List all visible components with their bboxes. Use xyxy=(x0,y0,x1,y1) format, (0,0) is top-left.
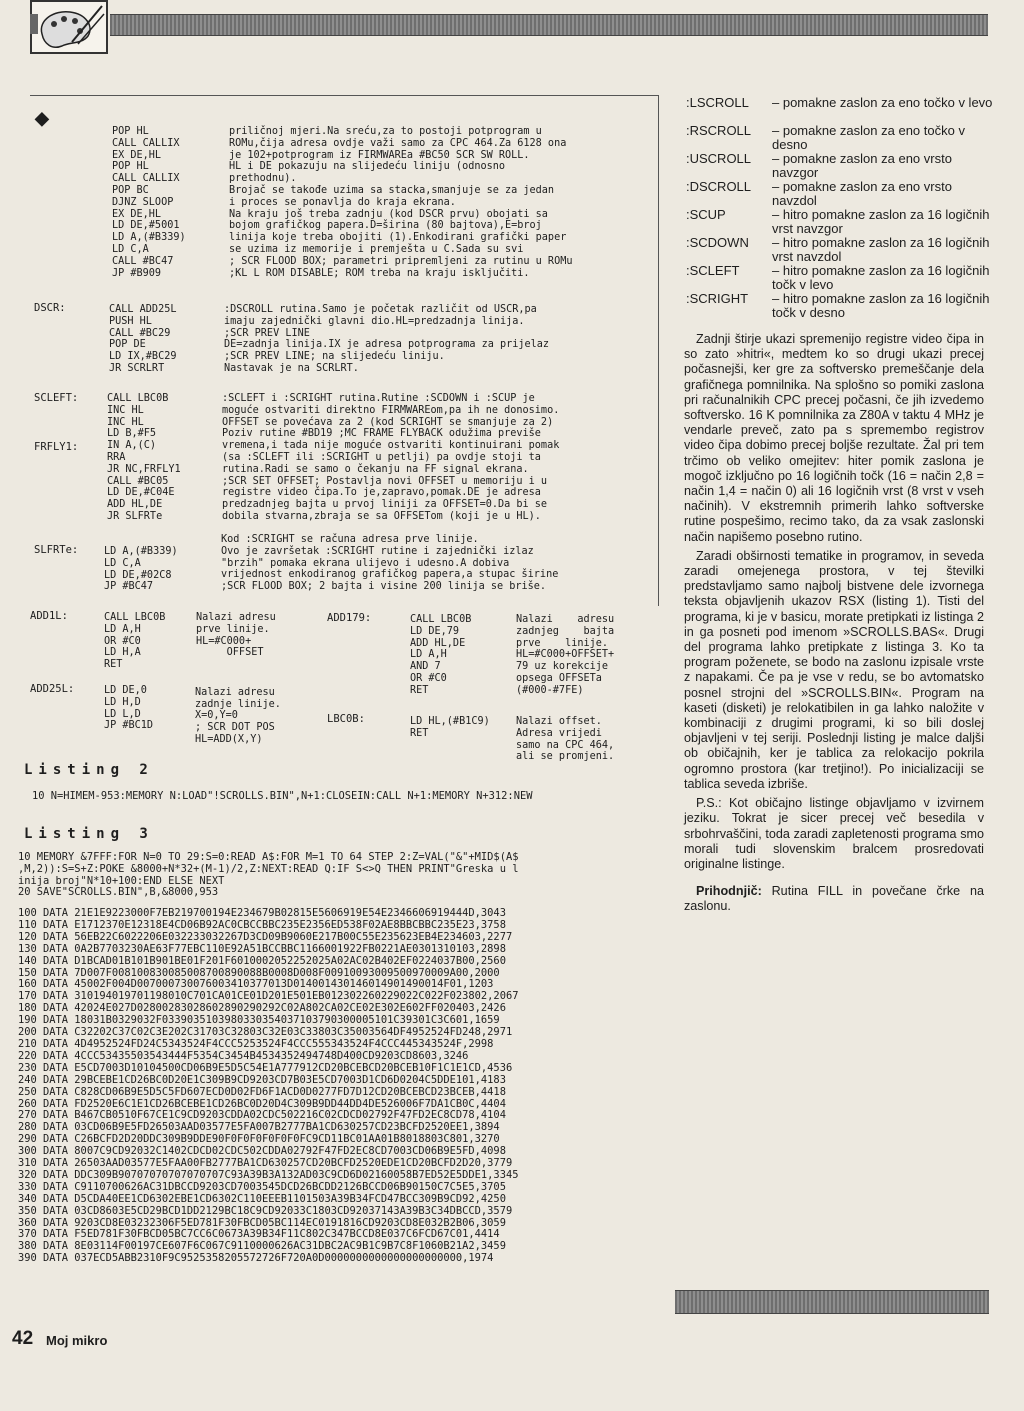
data-line: 100 DATA 21E1E9223000F7EB219700194E234679B02815E5606919E54E2346606919444D,3043 xyxy=(18,907,506,919)
comment-line: prve linije. xyxy=(516,637,609,649)
code-line: CALL #BC05 xyxy=(107,475,169,487)
label-dscr: DSCR: xyxy=(34,302,66,314)
code-line: LD DE,#5001 xyxy=(112,220,180,232)
article-paragraph: P.S.: Kot običajno listinge objavljamo v izvirnem jeziku. Tokrat je sicer precej več besedila v srbohrvaščini, toda zaradi zapletenosti programa smo morali tudi slovenskim bralcem prosredovati originalne listinge. xyxy=(684,796,984,871)
next-issue-label: Prihodnjič: xyxy=(696,884,762,899)
data-line: 180 DATA 42024E027D02800283028602890290292C02A802CA02CE02E302E602FF020403,2426 xyxy=(18,1002,506,1015)
palette-icon xyxy=(32,2,106,52)
comment-line: OFFSET se povećava za 2 (kod SCRIGHT se smanjuje za 2) xyxy=(222,416,554,428)
magazine-name: Moj mikro xyxy=(46,1333,108,1348)
comment-line: :DSCROLL rutina.Samo je početak različit od USCR,pa xyxy=(224,304,537,315)
code-line: LD DE,0 xyxy=(104,685,147,696)
page-number: 42 xyxy=(12,1328,34,1349)
comment-line: bojom grafičkog papera.D=širina (80 bajtova),E=broj xyxy=(229,220,542,232)
listing1-add25l-code xyxy=(104,685,153,732)
code-line: INC HL xyxy=(107,404,144,416)
code-line: JP #B909 xyxy=(112,267,162,279)
rsx-description: – hitro pomakne zaslon za 16 logičnih točk v levo xyxy=(772,263,990,292)
basic-line: 20 SAVE"SCROLLS.BIN",B,&8000,953 xyxy=(18,886,219,899)
code-line: AND 7 xyxy=(410,661,441,673)
listing2-heading: Listing 2 xyxy=(24,762,154,778)
comment-line: (#000-#7FE) xyxy=(516,684,584,696)
comment-line: :SCLEFT i :SCRIGHT rutina.Rutine :SCDOWN i :SCUP je xyxy=(222,393,535,404)
comment-line: Poziv rutine #BD19 ;MC FRAME FLYBACK odužima previše xyxy=(222,428,541,440)
listing1-slfrte-comment xyxy=(221,534,558,593)
comment-line: ;KL L ROM DISABLE; ROM treba na kraju isključiti. xyxy=(229,267,530,279)
data-line: 370 DATA F5ED781F30FBCD05BC7CC6C0673A39B34F11C802C347BCCD8E037C6FCD67C01,4414 xyxy=(18,1228,500,1241)
comment-line: samo na CPC 464, xyxy=(516,739,615,751)
comment-line: dobila stvarna,zbraja se sa OFFSETom (koji je u HL). xyxy=(222,510,541,522)
rsx-command: :SCRIGHT xyxy=(686,291,749,306)
next-issue-text: Rutina FILL in povečane črke na zaslonu. xyxy=(684,884,984,914)
code-line: CALL CALLIX xyxy=(112,137,180,149)
comment-line: Kod :SCRIGHT se računa adresa prve linije. xyxy=(221,534,479,545)
code-line: LD B,#F5 xyxy=(107,428,157,440)
label-lbc0b: LBC0B: xyxy=(327,713,365,725)
comment-line: predzadnjeg bajta u prvoj liniji za OFFSET=0.Da bi se xyxy=(222,499,548,511)
code-line: CALL ADD25L xyxy=(109,304,177,315)
code-line: EX DE,HL xyxy=(112,149,162,161)
data-line: 330 DATA C9110700626AC31DBCCD9203CD7003545DCD26BCDD2126BCCD06B90150C7C5E5,3705 xyxy=(18,1180,506,1193)
comment-line: ;SCR SET OFFSET; Postavlja novi OFFSET u memoriju i u xyxy=(222,475,548,487)
data-line: 160 DATA 45002F004D007000730076003410377013D014001430146014901490014F01,1203 xyxy=(18,978,494,991)
listing1-lbc0b-comment xyxy=(516,716,614,763)
listing1-block1-comment xyxy=(229,126,572,279)
data-line: 340 DATA D5CDA40EE1CD6302EBE1CD6302C110EEEB1101503A39B34FCD47BCC309B9CD92,4250 xyxy=(18,1192,506,1205)
basic-line: 10 MEMORY &7FFF:FOR N=0 TO 29:S=0:READ A$:FOR M=1 TO 64 STEP 2:Z=VAL("&"+MID$(A$ xyxy=(18,851,519,863)
comment-line: registre video čipa.To je,zapravo,pomak.DE je adresa xyxy=(222,487,541,499)
data-line: 210 DATA 4D4952524FD24C5343524F4CCC5253524F4CCC555343524F4CCC445343524F,2998 xyxy=(18,1037,494,1050)
code-line: LD C,A xyxy=(104,557,141,569)
listing1-add179-comment xyxy=(516,614,614,697)
comment-line: HL i DE pokazuju na slijedeću liniju (odnosno xyxy=(229,161,506,173)
comment-line: Nalazi adresu xyxy=(195,686,275,698)
rsx-command: :LSCROLL xyxy=(686,95,749,110)
code-line: LD DE,#C04E xyxy=(107,487,175,499)
comment-line: OFFSET xyxy=(196,647,264,659)
code-line: POP BC xyxy=(112,184,149,196)
code-line: CALL CALLIX xyxy=(112,173,180,185)
magazine-logo xyxy=(30,0,108,54)
code-line: IN A,(C) xyxy=(107,440,157,452)
listing1-block1-code xyxy=(112,126,186,279)
comment-line: rutina.Radi se samo o čekanju na FF signal ekrana. xyxy=(222,463,529,475)
code-line: OR #C0 xyxy=(104,635,141,647)
code-line: INC HL xyxy=(107,416,144,428)
data-line: 380 DATA 8E03114F00197CE607F6C067C9110000626AC31DBC2AC9B1C9B7C8F1060B21A2,3459 xyxy=(18,1240,506,1253)
listing1-add179-code xyxy=(410,614,471,697)
code-line: LD DE,#02C8 xyxy=(104,569,172,581)
rsx-description: – pomakne zaslon za eno vrsto navzgor xyxy=(772,151,952,180)
comment-line: ;SCR PREV LINE; na slijedeću liniju. xyxy=(224,351,445,363)
comment-line: ; SCR DOT POS xyxy=(195,722,275,734)
comment-line: linija koje treba obojiti (1).Enkodirani grafički paper xyxy=(229,232,567,244)
next-issue xyxy=(684,884,984,914)
rsx-item xyxy=(686,208,996,236)
code-line: JR NC,FRFLY1 xyxy=(107,463,181,475)
code-line: LD A,(#B339) xyxy=(112,232,186,244)
data-line: 110 DATA E1712370E12318E4CD06B92AC0CBCCBBC235E2356ED538F02AE8BBCBBC235E23,3758 xyxy=(18,918,506,931)
data-line: 290 DATA C26BCFD2D20DDC309B9DDE90F0F0F0F0F0F0FC9CD11BC01AA01B8018803C801,3270 xyxy=(18,1133,500,1146)
rsx-description: – pomakne zaslon za eno vrsto navzdol xyxy=(772,179,952,208)
code-line: LD IX,#BC29 xyxy=(109,351,177,363)
rsx-item xyxy=(686,96,996,124)
comment-line: zadnjeg bajta xyxy=(516,625,615,637)
comment-line: HL=#C000+OFFSET+ xyxy=(516,649,615,661)
comment-line: i proces se ponavlja do kraja ekrana. xyxy=(229,196,456,208)
code-line: DJNZ SLOOP xyxy=(112,196,174,208)
data-line: 240 DATA 29BCEBE1CD26BC0D20E1C309B9CD9203CD7B03E5CD7003D1CD6D0204C5DDE101,4183 xyxy=(18,1073,506,1086)
code-line: PUSH HL xyxy=(109,315,152,327)
comment-line: Na kraju još treba zadnju (kod DSCR prvu) obojati sa xyxy=(229,208,548,220)
rsx-command-list xyxy=(686,96,996,320)
data-line: 250 DATA C828CD06B9E5D5C5FD607ECD0D02FD6F1ACD0D0277FD7D12CD20BCEBCD23BCEB,4418 xyxy=(18,1085,506,1098)
comment-line: vremena,i tada nije moguće ostvariti kontinuirani pomak xyxy=(222,440,560,452)
code-line: LD A,(#B339) xyxy=(104,546,178,557)
comment-line: se uzima iz memorije i premješta u C.Sada su svi xyxy=(229,243,524,255)
label-scleft: SCLEFT: xyxy=(34,392,79,404)
code-line: RET xyxy=(104,659,123,671)
comment-line: ;SCR PREV LINE xyxy=(224,327,310,339)
listing3-heading: Listing 3 xyxy=(24,826,154,842)
data-line: 130 DATA 0A2B7703230AE63F77EBC110E92A51BCCBBC1166001922FB0221AE0301310103,2898 xyxy=(18,942,506,955)
comment-line: Nalazi offset. xyxy=(516,716,602,727)
label-frfly1: FRFLY1: xyxy=(34,441,79,453)
rsx-command: :DSCROLL xyxy=(686,179,752,194)
comment-line: prethodnu). xyxy=(229,173,297,185)
article-paragraph: Zadnji štirje ukazi spremenijo registre video čipa in so zato »hitri«, medtem ko so drugi ukazi precej počasnejši, ker gre za softversko premeščanje dela grafičnega pomnilnika. Na splošno so pomiki zaslona pri računalnikih CPC precej počasni, če jih izvedemo softversko. 16 K pomnilnika za Z80A v taktu 4 MHz je vendarle preveč, zato pa s spremembo registrov video čipa dobimo precej boljše rezultate. Žal pri tem trčimo ob veliko omejitev: hiter pomik zaslona je mogoč izključno po 16 logičnih točk (16 = način 2,8 = način 1,4 = način 0) ali 16 logičnih vrst (8 vrst v vseh načinih). V ekstremnih primerih lahko softverske rutine pospešimo, recimo tako, da za vsak zaslonski način napišemo posebno rutino. xyxy=(684,332,984,544)
comment-line: zadnje linije. xyxy=(195,698,281,710)
code-line: LD A,H xyxy=(410,649,447,661)
listing1-lbc0b-code xyxy=(410,716,490,740)
header-bar-left xyxy=(30,14,38,34)
comment-line: DE=zadnja linija.IX je adresa potprograma za prijelaz xyxy=(224,339,550,351)
rsx-description: – hitro pomakne zaslon za 16 logičnih vrst navzgor xyxy=(772,207,990,236)
listing1-slfrte-code xyxy=(104,546,178,593)
listing1-dscr-comment xyxy=(224,304,549,375)
code-line: RRA xyxy=(107,451,126,463)
basic-line: inija broj"N*10+100:END ELSE NEXT xyxy=(18,874,225,887)
comment-line: moguće ostvariti direktno FIRMWAREom,pa ih ne donosimo. xyxy=(222,404,560,416)
comment-line: ;SCR FLOOD BOX; 2 bajta i visine 200 linija se briše. xyxy=(221,581,547,593)
code-line: ADD HL,DE xyxy=(107,499,163,511)
data-line: 220 DATA 4CCC53435503543444F5354C3454B4534352494748D400CD9203CD8603,3246 xyxy=(18,1049,469,1062)
code-line: JP #BC1D xyxy=(104,720,154,732)
comment-line: X=0,Y=0 xyxy=(195,710,238,722)
data-line: 120 DATA 56EB22C6022206E032233032267D3CD09B9060E217B00C55E235623EB4E234603,2277 xyxy=(18,930,513,943)
data-line: 360 DATA 9203CD8E03232306F5ED781F30FBCD05BC114EC0191816CD9203CD8E032B2B06,3059 xyxy=(18,1216,506,1229)
comment-line: je 102+potprogram iz FIRMWAREa #BC50 SCR SW ROLL. xyxy=(229,149,530,161)
code-line: LD C,A xyxy=(112,243,149,255)
comment-line: Ovo je završetak :SCRIGHT rutine i zajednički izlaz xyxy=(221,545,534,557)
rsx-command: :SCUP xyxy=(686,207,726,222)
code-line: LD L,D xyxy=(104,708,141,720)
listing1-scleft-comment xyxy=(222,393,559,523)
comment-line: Nalazi adresu xyxy=(196,612,276,623)
header-bar xyxy=(110,14,988,36)
listing1-add1l-code xyxy=(104,612,165,671)
code-line: CALL #BC47 xyxy=(112,255,174,267)
rsx-item xyxy=(686,180,996,208)
data-line: 310 DATA 26503AAD03577E5FAA00FB2777BA1CD630257CD20BCFD2520EDE1CD20BCFD2D20,3779 xyxy=(18,1157,513,1170)
listing3-data xyxy=(18,908,643,1265)
comment-line: ROMu,čija adresa ovdje važi samo za CPC 464.Za 6128 ona xyxy=(229,137,567,149)
code-line: ADD HL,DE xyxy=(410,637,466,649)
code-line: LD H,A xyxy=(104,647,141,659)
comment-line: Nastavak je na SCRLRT. xyxy=(224,362,359,374)
rsx-item xyxy=(686,292,996,320)
code-line: OR #C0 xyxy=(410,672,447,684)
rsx-item xyxy=(686,152,996,180)
comment-line: prve linije. xyxy=(196,623,270,635)
label-slfrte: SLFRTe: xyxy=(34,544,79,556)
listing1-add25l-comment xyxy=(195,675,281,746)
rsx-command: :SCDOWN xyxy=(686,235,749,250)
data-line: 260 DATA FD2520E6C1E1CD26BCEBE1CD26BC0D20D4C309B9DD44DD4DE526006F7DA1CB0C,4404 xyxy=(18,1097,506,1110)
article-text xyxy=(684,332,984,919)
code-line: RET xyxy=(410,684,429,696)
code-line: JP #BC47 xyxy=(104,581,154,593)
comment-line: Brojač se takođe uzima sa stacka,smanjuje se za jedan xyxy=(229,184,555,196)
comment-line: Adresa vrijedi xyxy=(516,727,602,739)
code-line: RET xyxy=(410,727,429,739)
data-line: 190 DATA 18031B0329032F0339035103980330354037103790300005101C39301C3C601,1659 xyxy=(18,1014,500,1027)
comment-line: ; SCR FLOOD BOX; parametri pripremljeni za rutinu u ROMu xyxy=(229,255,573,267)
code-line: CALL LBC0B xyxy=(107,393,169,404)
rsx-command: :SCLEFT xyxy=(686,263,740,278)
code-line: EX DE,HL xyxy=(112,208,162,220)
code-line: POP HL xyxy=(112,161,149,173)
code-line: CALL LBC0B xyxy=(410,614,472,625)
rsx-command: :RSCROLL xyxy=(686,123,752,138)
comment-line: priličnoj mjeri.Na sreću,za to postoji potprogram u xyxy=(229,126,542,137)
data-line: 150 DATA 7D007F008100830085008700890088B0008D008F00910093009500970009A00,2000 xyxy=(18,966,500,979)
comment-line xyxy=(195,675,281,687)
bullet-marker: ◆ xyxy=(35,108,49,128)
code-line: POP HL xyxy=(112,126,149,137)
comment-line: HL=ADD(X,Y) xyxy=(195,733,263,745)
listing1-add1l-comment xyxy=(196,612,276,659)
code-line: JR SCRLRT xyxy=(109,362,165,374)
code-line: LD H,D xyxy=(104,696,141,708)
comment-line: 79 uz korekcije xyxy=(516,661,609,673)
article-paragraph: Zaradi obširnosti tematike in programov, in seveda zaradi omejenega prostora, v tej številki predstavljamo samo najbolj bistvene dele izvornega teksta objavljenih ukazov RSX (listing 1). Tisti del programa, ki je v basicu, morate pretipkati iz listinga 2 in ga posneti pod imenom »SCROLLS.BAS«. Drugi del programa lahko pretipkate z listinga 3. Ko ta program poženete, se bodo na zaslonu izpisale vrste z napakami. Če pa je vse v redu, se bo avtomatsko posnel strojni del »SCROLLS.BIN«. Program na kaseti (disketi) je relokatibilen in ga lahko naložite v kombinaciji z drugimi programi, ki so bili doslej objavljeni v tej seriji. Poslednji listing je malce daljši ob običajnih, ker je tablica za relokacijo pokrila ogromno prostora (kar tretjino!). Po inicializaciji se tablica seveda izbriše. xyxy=(684,548,984,791)
comment-line: opsega OFFSETa xyxy=(516,672,602,684)
code-line: CALL LBC0B xyxy=(104,612,166,623)
data-line: 280 DATA 03CD06B9E5FD26503AAD03577E5FA007B2777BA1CD630257CD23BCFD2520EE1,3894 xyxy=(18,1121,500,1134)
rsx-description: – hitro pomakne zaslon za 16 logičnih vrst navzdol xyxy=(772,235,990,264)
rsx-item xyxy=(686,264,996,292)
comment-line: (sa :SCLEFT ili :SCRIGHT u petlji) pa ovdje stoji ta xyxy=(222,451,541,463)
comment-line: "brzih" pomaka ekrana ulijevo i udesno.A dobiva xyxy=(221,557,510,569)
comment-line: imaju zajednički glavni dio.HL=predzadnja linija. xyxy=(224,315,525,327)
listing3-basic xyxy=(18,852,643,899)
rsx-command: :USCROLL xyxy=(686,151,752,166)
listing1-scleft-code xyxy=(107,393,181,523)
rsx-description: – pomakne zaslon za eno točko v levo xyxy=(772,95,993,110)
footer-bar xyxy=(675,1290,989,1314)
label-add1l: ADD1L: xyxy=(30,610,68,622)
comment-line: HL=#C000+ xyxy=(196,635,252,647)
rsx-description: – hitro pomakne zaslon za 16 logičnih točk v desno xyxy=(772,291,990,320)
data-line: 170 DATA 310194019701198010C701CA01CE01D201E501EB012302260229022C022F023802,2067 xyxy=(18,990,519,1003)
code-line: LD HL,(#B1C9) xyxy=(410,716,490,727)
code-line: LD A,H xyxy=(104,623,141,635)
basic-line: ,M,2)):S=S+Z:POKE &8000+N*32+(M-1)/2,Z:NEXT:READ Q:IF S<>Q THEN PRINT"Greska u l xyxy=(18,862,519,875)
comment-line: vrijednost enkodiranog grafičkog papera,a stupac širine xyxy=(221,569,559,581)
data-line: 320 DATA DDC309B90707070707070707C93A39B3A132AD03C9CD6D02160058B7ED52E5DDE1,3345 xyxy=(18,1168,519,1181)
rsx-item xyxy=(686,236,996,264)
code-line: POP DE xyxy=(109,339,146,351)
listing2-line: 10 N=HIMEM-953:MEMORY N:LOAD"!SCROLLS.BIN",N+1:CLOSEIN:CALL N+1:MEMORY N+312:NEW xyxy=(32,790,533,802)
data-line: 390 DATA 037ECD5ABB2310F9C9525358205572726F720A0D0000000000000000000000,1974 xyxy=(18,1252,494,1265)
comment-line: Nalazi adresu xyxy=(516,614,615,625)
rsx-item xyxy=(686,124,996,152)
code-line: CALL #BC29 xyxy=(109,327,171,339)
data-line: 300 DATA 8007C9CD92032C1402CDCD02CDC502CDDA02792F47FD2EC8CD7003CD06B9E5FD,4098 xyxy=(18,1145,506,1158)
rsx-description: – pomakne zaslon za eno točko v desno xyxy=(772,123,965,152)
data-line: 140 DATA D1BCAD01B101B901BE01F201F6010002052252025A02AC02B402EF0224037B00,2560 xyxy=(18,954,506,967)
data-line: 350 DATA 03CD8603E5CD29BCD1DD2129BC18C9CD92033C1803CD92037143A39B3C34DBCCD,3579 xyxy=(18,1204,513,1217)
label-add179: ADD179: xyxy=(327,612,372,624)
data-line: 200 DATA C32202C37C02C3E202C31703C32803C32E03C33803C35003564DF4952524FD248,2971 xyxy=(18,1026,513,1039)
label-add25l: ADD25L: xyxy=(30,683,75,695)
code-line: LD DE,79 xyxy=(410,625,460,637)
comment-line: ali se promjeni. xyxy=(516,751,615,763)
listing1-dscr-code xyxy=(109,304,176,375)
data-line: 270 DATA B467CB0510F67CE1C9CD9203CDDA02CDC502216C02CDCD02792F47FD2EC8CD78,4104 xyxy=(18,1109,506,1122)
data-line: 230 DATA E5CD7003D10104500CD06B9E5D5C54E1A777912CD20BCEBCD20BCEB10F1C1E1CD,4536 xyxy=(18,1061,513,1074)
code-line: JR SLFRTe xyxy=(107,510,163,522)
